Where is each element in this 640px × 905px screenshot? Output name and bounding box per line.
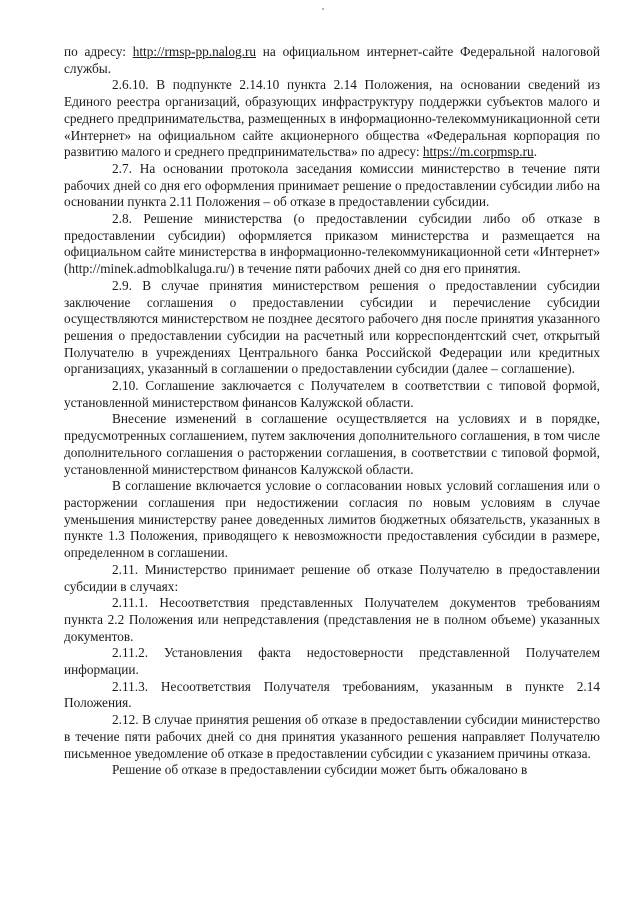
paragraph-text: на официальном интернет-сайте Федеральной налоговой службы. — [64, 44, 600, 76]
paragraph-2-6-10 — [64, 77, 600, 161]
paragraph-2-7: 2.7. На основании протокола заседания комиссии министерство в течение пяти рабочих дней со дня его оформления принимает решение о предоставлении субсидии либо на основании пункта 2.11 Положения – об отказе в предоставлении субсидии. — [64, 160, 600, 210]
paragraph-2-8: 2.8. Решение министерства (о предоставлении субсидии либо об отказе в предоставлении субсидии) оформляется приказом министерства и размещается на официальном сайте министерства в информационно-телекоммуникационной сети «Интернет» (http://minek.admoblkaluga.ru/) в течение пяти рабочих дней со дня его принятия. — [64, 211, 600, 277]
paragraph-2-10: 2.10. Соглашение заключается с Получателем в соответствии с типовой формой, установленной министерством финансов Калужской области. — [64, 378, 600, 410]
paragraph-text: 2.6.10. В подпункте 2.14.10 пункта 2.14 Положения, на основании сведений из Единого реестра организаций, образующих инфраструктуру поддержки субъектов малого и среднего предпринимательства, размещенных в информационно-телекоммуникационной сети «Интернет» на официальном сайте акционерного общества «Федеральная корпорация по развитию малого и среднего предпринимательства» по адресу: — [64, 77, 600, 160]
paragraph-2-11-1: 2.11.1. Несоответствия представленных Получателем документов требованиям пункта 2.2 Положения или непредставления (представления не в полном объеме) указанных документов. — [64, 595, 600, 644]
link-rmsp-nalog[interactable]: http://rmsp-pp.nalog.ru — [132, 44, 257, 59]
paragraph-2-11-3: 2.11.3. Несоответствия Получателя требованиям, указанным в пункте 2.14 Положения. — [64, 678, 600, 711]
paragraph-text: по адресу: — [64, 44, 133, 59]
paragraph-agreement-condition: В соглашение включается условие о согласовании новых условий соглашения или о расторжении соглашения при недостижении согласия по новым условиям в случае уменьшения министерству ранее доведенных лимитов бюджетных обязательств, указанных в пункте 1.3 Положения, приводящего к невозможности предоставления субсидии в размере, определенном в соглашении. — [64, 478, 600, 561]
paragraph-2-11-2: 2.11.2. Установления факта недостоверности представленной Получателем информации. — [64, 645, 600, 678]
paragraph-amendments: Внесение изменений в соглашение осуществляется на условиях и в порядке, предусмотренных соглашением, путем заключения дополнительного соглашения, в том числе дополнительного соглашения о расторжении соглашения, в соответствии с типовой формой, установленной министерством финансов Калужской области. — [64, 411, 600, 477]
paragraph-2-12: 2.12. В случае принятия решения об отказе в предоставлении субсидии министерство в течение пяти рабочих дней со дня принятия указанного решения направляет Получателю письменное уведомление об отказе в предоставлении субсидии с указанием причины отказа. — [64, 712, 600, 761]
document-page — [64, 44, 600, 779]
scan-dot — [322, 8, 324, 10]
paragraph-2-9: 2.9. В случае принятия министерством решения о предоставлении субсидии заключение соглашения о предоставлении субсидии и перечисление субсидии осуществляются министерством не позднее десятого рабочего дня после принятия указанного решения о предоставлении субсидии на расчетный или корреспондентский счет, открытый Получателю в учреждениях Центрального банка Российской Федерации или кредитных организациях, указанный в соглашении о предоставлении субсидии (далее – соглашение). — [64, 277, 600, 377]
paragraph-text: . — [533, 144, 538, 160]
paragraph-address-nalog — [64, 44, 600, 77]
paragraph-2-11: 2.11. Министерство принимает решение об отказе Получателю в предоставлении субсидии в случаях: — [64, 561, 600, 594]
link-corpmsp[interactable]: https://m.corpmsp.ru — [422, 144, 534, 160]
paragraph-appeal: Решение об отказе в предоставлении субсидии может быть обжаловано в — [112, 762, 528, 778]
